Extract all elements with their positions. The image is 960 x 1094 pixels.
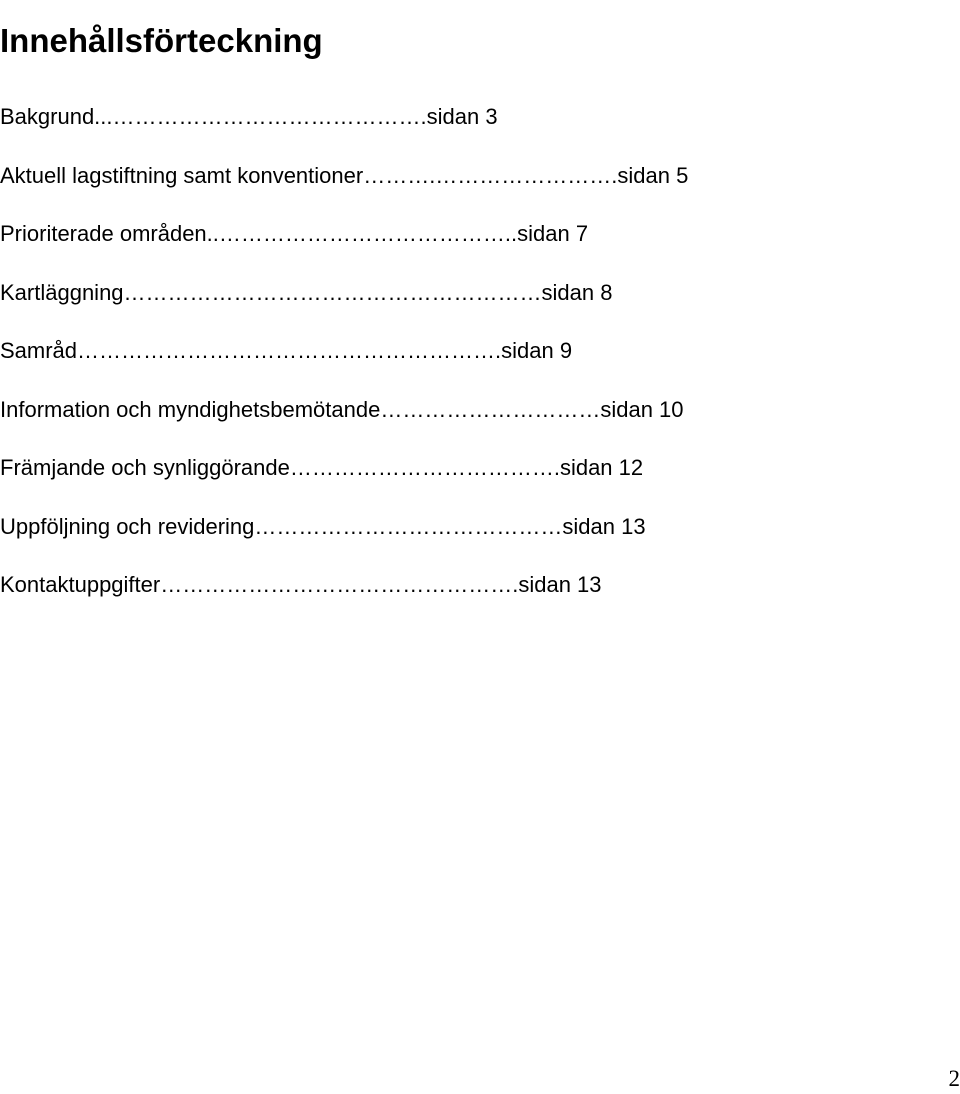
toc-entry-prioriterade-omraden: Prioriterade områden..…………………………………..sidan 7 [0, 221, 589, 246]
toc-entry-information: Information och myndighetsbemötande…………………………sidan 10 [0, 396, 684, 422]
toc-entry-samrad: Samråd………………………………………………….sidan 9 [0, 338, 573, 363]
toc-entry-aktuell-lagstiftning: Aktuell lagstiftning samt konventioner……….…………………….sidan 5 [0, 162, 689, 188]
toc-entry-bakgrund: Bakgrund...…………………………………….sidan 3 [0, 104, 498, 129]
toc-entry-framjande: Främjande och synliggörande……………………………….sidan 12 [0, 455, 644, 480]
page-number: 2 [948, 1066, 960, 1091]
toc-entry-kartlaggning: Kartläggning…………………………………………………sidan 8 [0, 279, 613, 305]
toc-entry-uppfoljning: Uppföljning och revidering……………………………………sidan 13 [0, 513, 646, 539]
table-of-contents [0, 102, 880, 629]
toc-entry-kontaktuppgifter: Kontaktuppgifter………………………………………….sidan 13 [0, 572, 602, 597]
page-title: Innehållsförteckning [0, 22, 323, 60]
